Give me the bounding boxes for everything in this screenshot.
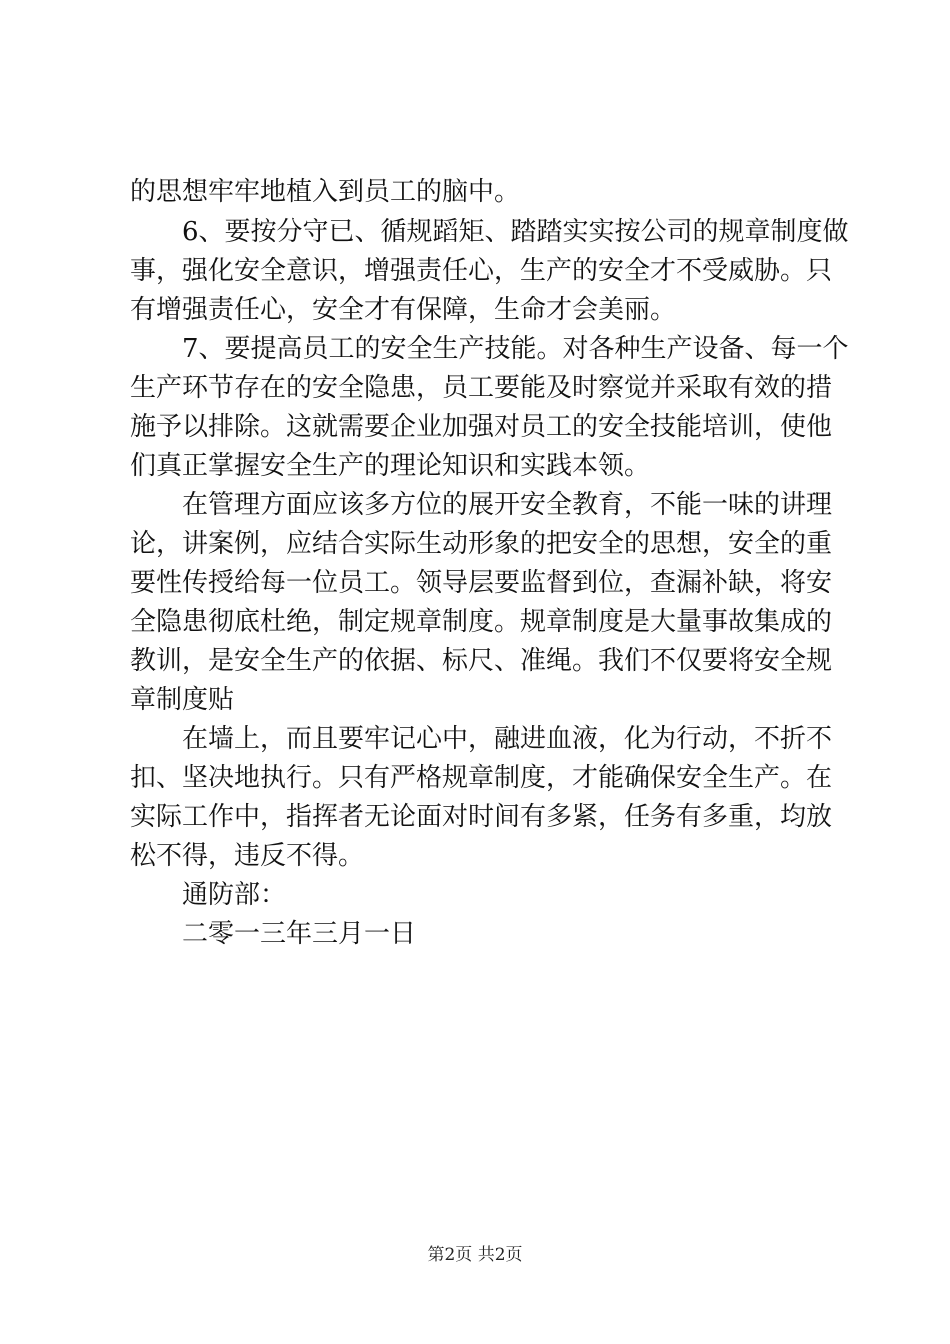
text-line: 有增强责任心，安全才有保障，生命才会美丽。 (130, 295, 677, 325)
text-line: 要性传授给每一位员工。领导层要监督到位，查漏补缺，将安 (130, 568, 833, 598)
text-line: 扣、坚决地执行。只有严格规章制度，才能确保安全生产。在 (130, 763, 833, 793)
text-line: 6、要按分守已、循规蹈矩、踏踏实实按公司的规章制度做 (182, 217, 849, 247)
text-line: 章制度贴 (130, 685, 235, 715)
page-number-footer: 第2页 共2页 (427, 1245, 523, 1265)
text-line: 的思想牢牢地植入到员工的脑中。 (130, 177, 521, 207)
text-line: 在墙上，而且要牢记心中，融进血液，化为行动，不折不 (182, 724, 833, 754)
text-line: 生产环节存在的安全隐患，员工要能及时察觉并采取有效的措 (130, 373, 833, 403)
text-line: 实际工作中，指挥者无论面对时间有多紧，任务有多重，均放 (130, 802, 833, 832)
text-line: 教训，是安全生产的依据、标尺、准绳。我们不仅要将安全规 (130, 646, 833, 676)
department-signature: 通防部： (182, 880, 287, 910)
text-line: 论，讲案例，应结合实际生动形象的把安全的思想，安全的重 (130, 529, 833, 559)
document-date: 二零一三年三月一日 (182, 919, 417, 949)
text-line: 7、要提高员工的安全生产技能。对各种生产设备、每一个 (182, 334, 849, 364)
text-line: 松不得，违反不得。 (130, 841, 365, 871)
text-line: 全隐患彻底杜绝，制定规章制度。规章制度是大量事故集成的 (130, 607, 833, 637)
text-line: 在管理方面应该多方位的展开安全教育，不能一味的讲理 (182, 490, 833, 520)
text-line: 事，强化安全意识，增强责任心，生产的安全才不受威胁。只 (130, 256, 833, 286)
text-line: 施予以排除。这就需要企业加强对员工的安全技能培训，使他 (130, 412, 833, 442)
text-line: 们真正掌握安全生产的理论知识和实践本领。 (130, 451, 651, 481)
